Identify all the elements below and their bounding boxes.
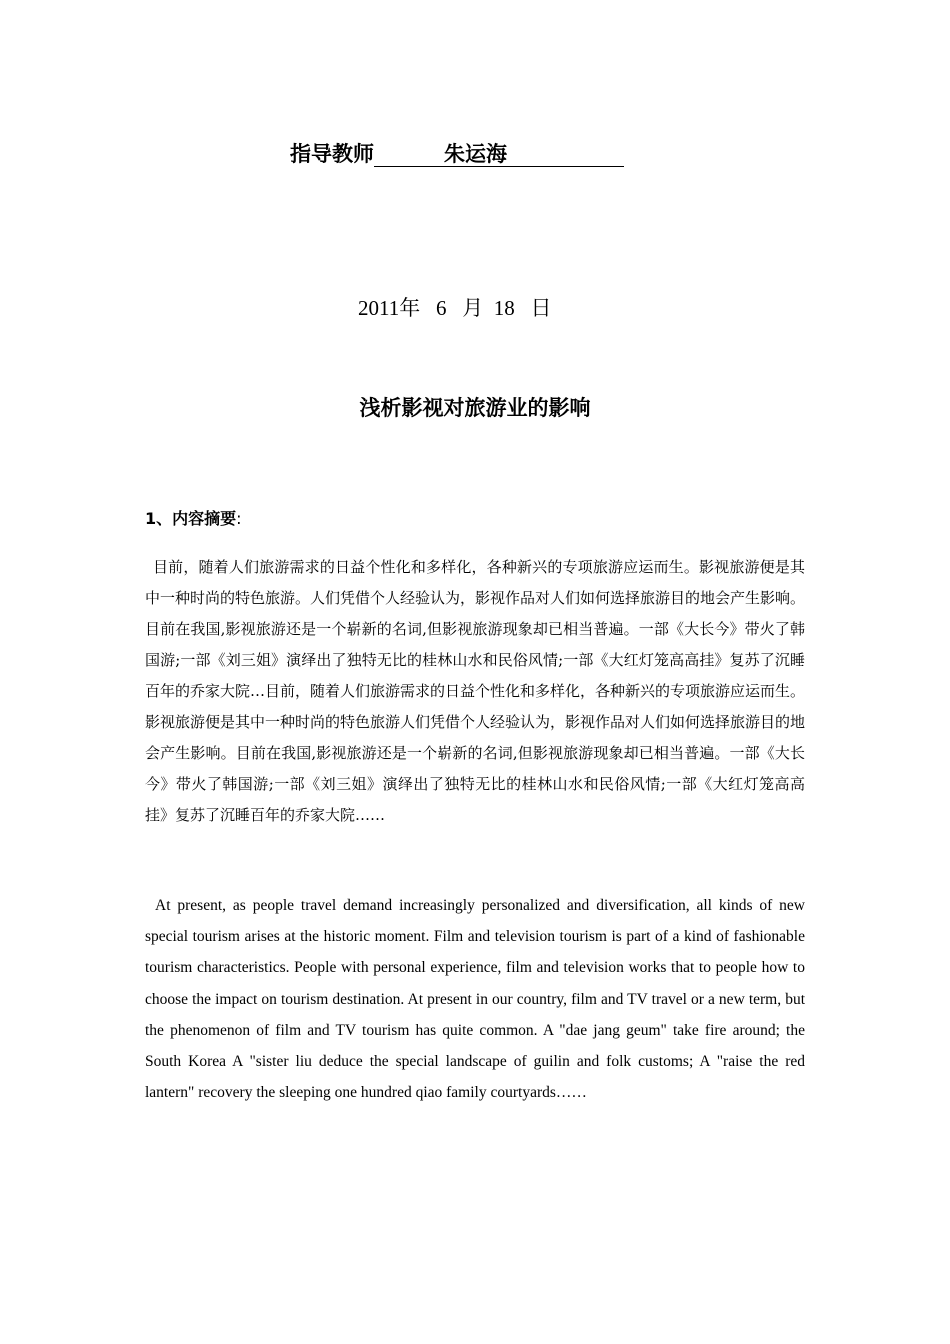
section-heading-text: 1、内容摘要 bbox=[145, 509, 237, 528]
date-day: 18 bbox=[493, 296, 515, 320]
date-month-unit: 月 bbox=[462, 296, 484, 320]
abstract-chinese: 目前，随着人们旅游需求的日益个性化和多样化，各种新兴的专项旅游应运而生。影视旅游便是其中一种时尚的特色旅游。人们凭借个人经验认为，影视作品对人们如何选择旅游目的地会产生影响。目前在我国,影视旅游还是一个崭新的名词,但影视旅游现象却已相当普遍。一部《大长今》带火了韩国游;一部《刘三姐》演绎出了独特无比的桂林山水和民俗风情;一部《大红灯笼高高挂》复苏了沉睡百年的乔家大院…目前，随着人们旅游需求的日益个性化和多样化，各种新兴的专项旅游应运而生。影视旅游便是其中一种时尚的特色旅游人们凭借个人经验认为，影视作品对人们如何选择旅游目的地会产生影响。目前在我国,影视旅游还是一个崭新的名词,但影视旅游现象却已相当普遍。一部《大长今》带火了韩国游;一部《刘三姐》演绎出了独特无比的桂林山水和民俗风情;一部《大红灯笼高高挂》复苏了沉睡百年的乔家大院…… bbox=[145, 558, 806, 824]
paper-title: 浅析影视对旅游业的影响 bbox=[359, 396, 591, 420]
abstract-english: At present, as people travel demand increasingly personalized and diversification, all kinds of new special tourism arises at the historic moment. Film and television tourism is part of a kind of fashionable tourism characteristics. People with personal experience, film and television works that to people how to choose the impact on tourism destination. At present in our country, film and TV travel or a new term, but the phenomenon of film and TV tourism has quite common. A "dae jang geum" take fire around; the South Korea A "sister liu deduce the special landscape of guilin and folk customs; A "raise the red lantern" recovery the sleeping one hundred qiao family courtyards…… bbox=[145, 897, 805, 1102]
date-month: 6 bbox=[435, 296, 447, 320]
section-heading-colon: : bbox=[236, 509, 242, 528]
advisor-line bbox=[290, 138, 624, 168]
date-year: 2011 bbox=[358, 296, 400, 320]
advisor-name: 朱运海 bbox=[374, 142, 624, 167]
date-line bbox=[358, 292, 551, 322]
date-day-unit: 日 bbox=[530, 296, 552, 320]
section-heading bbox=[145, 506, 242, 529]
date-year-unit: 年 bbox=[399, 296, 421, 320]
advisor-label: 指导教师 bbox=[290, 142, 374, 166]
